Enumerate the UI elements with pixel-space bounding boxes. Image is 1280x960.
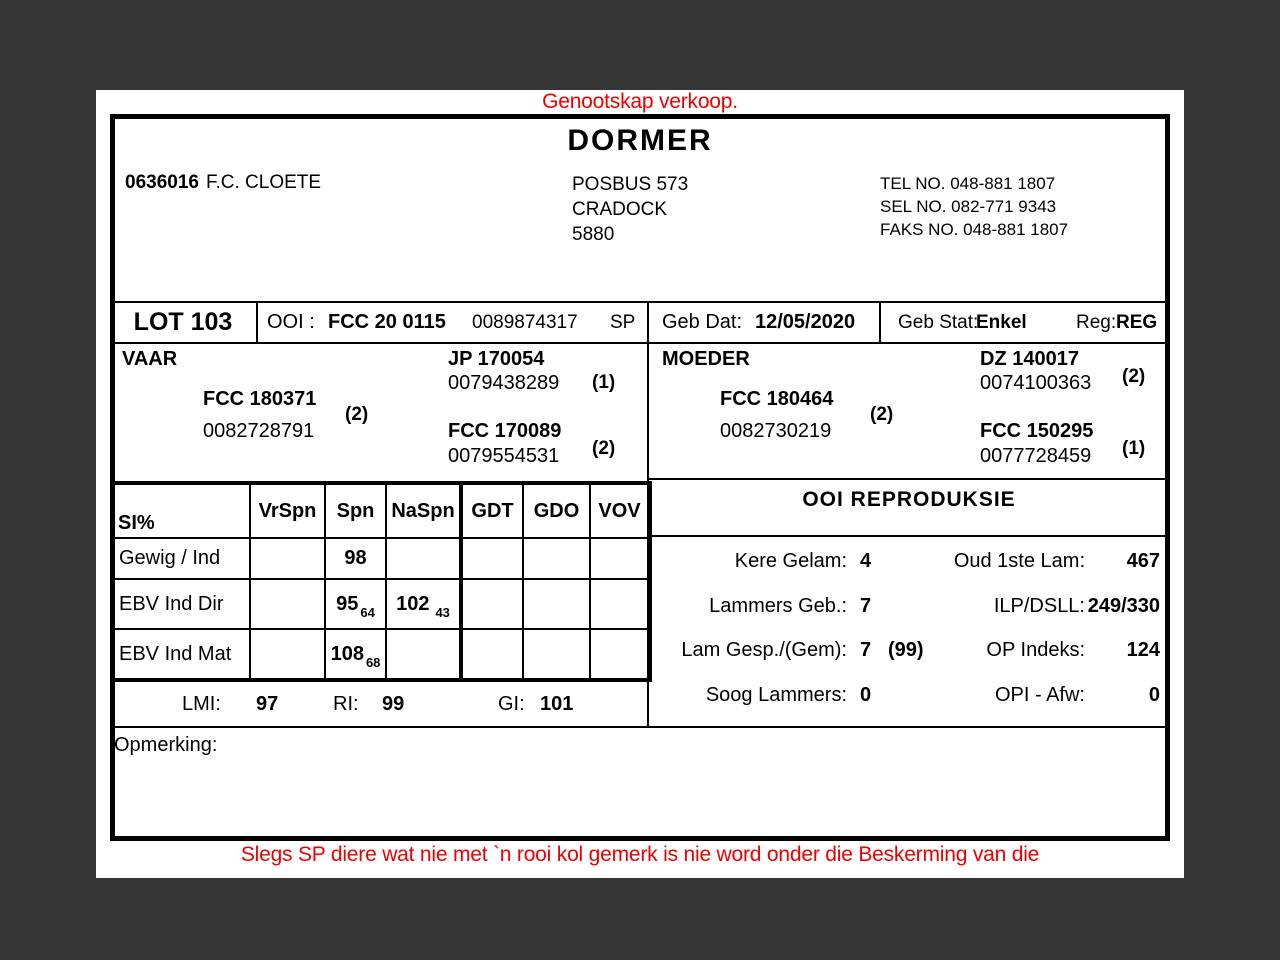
cell [590, 629, 650, 680]
table-row [112, 538, 650, 579]
cell [461, 538, 523, 579]
cell [386, 538, 461, 579]
reproduction-row [648, 550, 1170, 578]
stat-label: Lam Gesp./(Gem): [681, 639, 847, 661]
sire-tag: 0082728791 [203, 420, 315, 442]
table-row [112, 579, 650, 629]
sire-sire-tag: 0079438289 [448, 372, 560, 394]
stat-extra: (99) [888, 639, 924, 661]
breeder-info [125, 172, 321, 194]
breeder-address [572, 172, 688, 247]
divider [648, 535, 1170, 537]
row-label: Gewig / Ind [112, 538, 250, 579]
dam-sire-id: DZ 140017 [980, 348, 1079, 370]
cell: 95 $_{64}$ [325, 579, 386, 629]
sire-id: FCC 180371 [203, 388, 317, 410]
ri-value: 99 [382, 693, 405, 715]
row-label: EBV Ind Dir [112, 579, 250, 629]
stat-value: 7 [860, 639, 872, 661]
stat-value: 249/330 [1087, 595, 1160, 617]
divider [647, 303, 649, 342]
column-header: GDO [523, 483, 590, 538]
cell [461, 579, 523, 629]
address-line: 5880 [572, 224, 615, 245]
stat-value: 4 [860, 550, 872, 572]
sire-sire-note: (1) [592, 372, 616, 393]
catalog-card [96, 90, 1184, 878]
birth-date: 12/05/2020 [755, 311, 856, 333]
stat-label: ILP/DSLL: [993, 595, 1085, 617]
gi-label: GI: [498, 693, 525, 715]
dam-dam-note: (1) [1122, 438, 1146, 459]
address-line: CRADOCK [572, 199, 668, 220]
table-header-row [112, 483, 650, 538]
sire-heading: VAAR [122, 348, 178, 370]
reg-status: REG [1116, 312, 1158, 333]
column-header: VOV [590, 483, 650, 538]
sire-dam-tag: 0079554531 [448, 445, 560, 467]
cell [250, 629, 325, 680]
bottom-notice: Slegs SP diere wat nie met `n rooi kol gemerk is nie word onder die Beskerming van die [240, 843, 1040, 866]
stat-label: Soog Lammers: [705, 684, 847, 706]
cell [523, 629, 590, 680]
stat-value: 0 [1148, 684, 1160, 706]
gi-value: 101 [540, 693, 574, 715]
cell [386, 629, 461, 680]
breeder-name: F.C. CLOETE [205, 172, 322, 193]
lmi-value: 97 [256, 693, 279, 715]
birth-status-label: Geb Stat: [898, 312, 979, 333]
reproduction-row [648, 595, 1170, 623]
reproduction-title: OOI REPRODUKSIE [802, 488, 1016, 511]
animal-id: FCC 20 0115 [328, 311, 446, 333]
cell: 98 [325, 538, 386, 579]
table-row [112, 629, 650, 680]
dam-sire-tag: 0074100363 [980, 372, 1092, 394]
contact-line: TEL NO. 048-881 1807 [880, 174, 1056, 193]
pedigree-section [110, 344, 1170, 478]
dam-dam-tag: 0077728459 [980, 445, 1092, 467]
dam-id: FCC 180464 [720, 388, 834, 410]
cell: 102 $_{43}$ [386, 579, 461, 629]
divider [879, 303, 881, 342]
cell [250, 579, 325, 629]
stat-value: 0 [860, 684, 872, 706]
breeder-contacts [880, 172, 1068, 241]
ri-label: RI: [333, 693, 359, 715]
stat-label: Kere Gelam: [734, 550, 847, 572]
cell: 108 $_{68}$ [325, 629, 386, 680]
divider [647, 344, 649, 478]
row-label: EBV Ind Mat [112, 629, 250, 680]
cell [523, 538, 590, 579]
index-row [110, 682, 648, 726]
performance-table [110, 481, 652, 682]
breed-title: DORMER [567, 124, 713, 157]
stat-value: 467 [1126, 550, 1160, 572]
address-line: POSBUS 573 [572, 174, 689, 195]
cell [590, 538, 650, 579]
dam-heading: MOEDER [662, 348, 750, 370]
lmi-label: LMI: [182, 693, 221, 715]
divider [110, 726, 1170, 728]
dam-sire-note: (2) [1122, 366, 1146, 387]
sire-dam-note: (2) [592, 438, 616, 459]
contact-line: SEL NO. 082-771 9343 [880, 197, 1057, 216]
sire-dam-id: FCC 170089 [448, 420, 562, 442]
stat-value: 7 [860, 595, 872, 617]
stat-label: Lammers Geb.: [709, 595, 847, 617]
sire-sire-id: JP 170054 [448, 348, 545, 370]
cell [461, 629, 523, 680]
reg-label: Reg: [1076, 312, 1117, 333]
sire-note: (2) [345, 404, 369, 425]
main-box [110, 114, 1170, 841]
dam-dam-id: FCC 150295 [980, 420, 1094, 442]
animal-id-suffix: SP [610, 312, 636, 333]
stat-value: 124 [1126, 639, 1160, 661]
reproduction-panel [648, 478, 1170, 726]
birth-status: Enkel [976, 312, 1027, 333]
contact-line: FAKS NO. 048-881 1807 [880, 220, 1069, 239]
column-header: GDT [461, 483, 523, 538]
member-number: 0636016 [125, 172, 199, 193]
sex-label: OOI : [267, 311, 315, 333]
column-header: VrSpn [250, 483, 325, 538]
divider [256, 303, 258, 342]
column-header: Spn [325, 483, 386, 538]
cell [523, 579, 590, 629]
lot-row [110, 301, 1170, 344]
lot-number: LOT 103 [133, 308, 233, 336]
reproduction-row [648, 639, 1170, 667]
birth-date-label: Geb Dat: [662, 311, 743, 333]
animal-tag: 0089874317 [472, 312, 578, 333]
cell [590, 579, 650, 629]
dam-note: (2) [870, 404, 894, 425]
dam-tag: 0082730219 [720, 420, 832, 442]
column-header: NaSpn [386, 483, 461, 538]
remarks-label: Opmerking: [114, 734, 218, 756]
cell [250, 538, 325, 579]
reproduction-row [648, 684, 1170, 712]
corner-header: SI% [112, 483, 250, 538]
stat-label: Oud 1ste Lam: [953, 550, 1085, 572]
stat-label: OPI - Afw: [994, 684, 1085, 706]
stat-label: OP Indeks: [986, 639, 1085, 661]
top-notice: Genootskap verkoop. [542, 90, 738, 113]
